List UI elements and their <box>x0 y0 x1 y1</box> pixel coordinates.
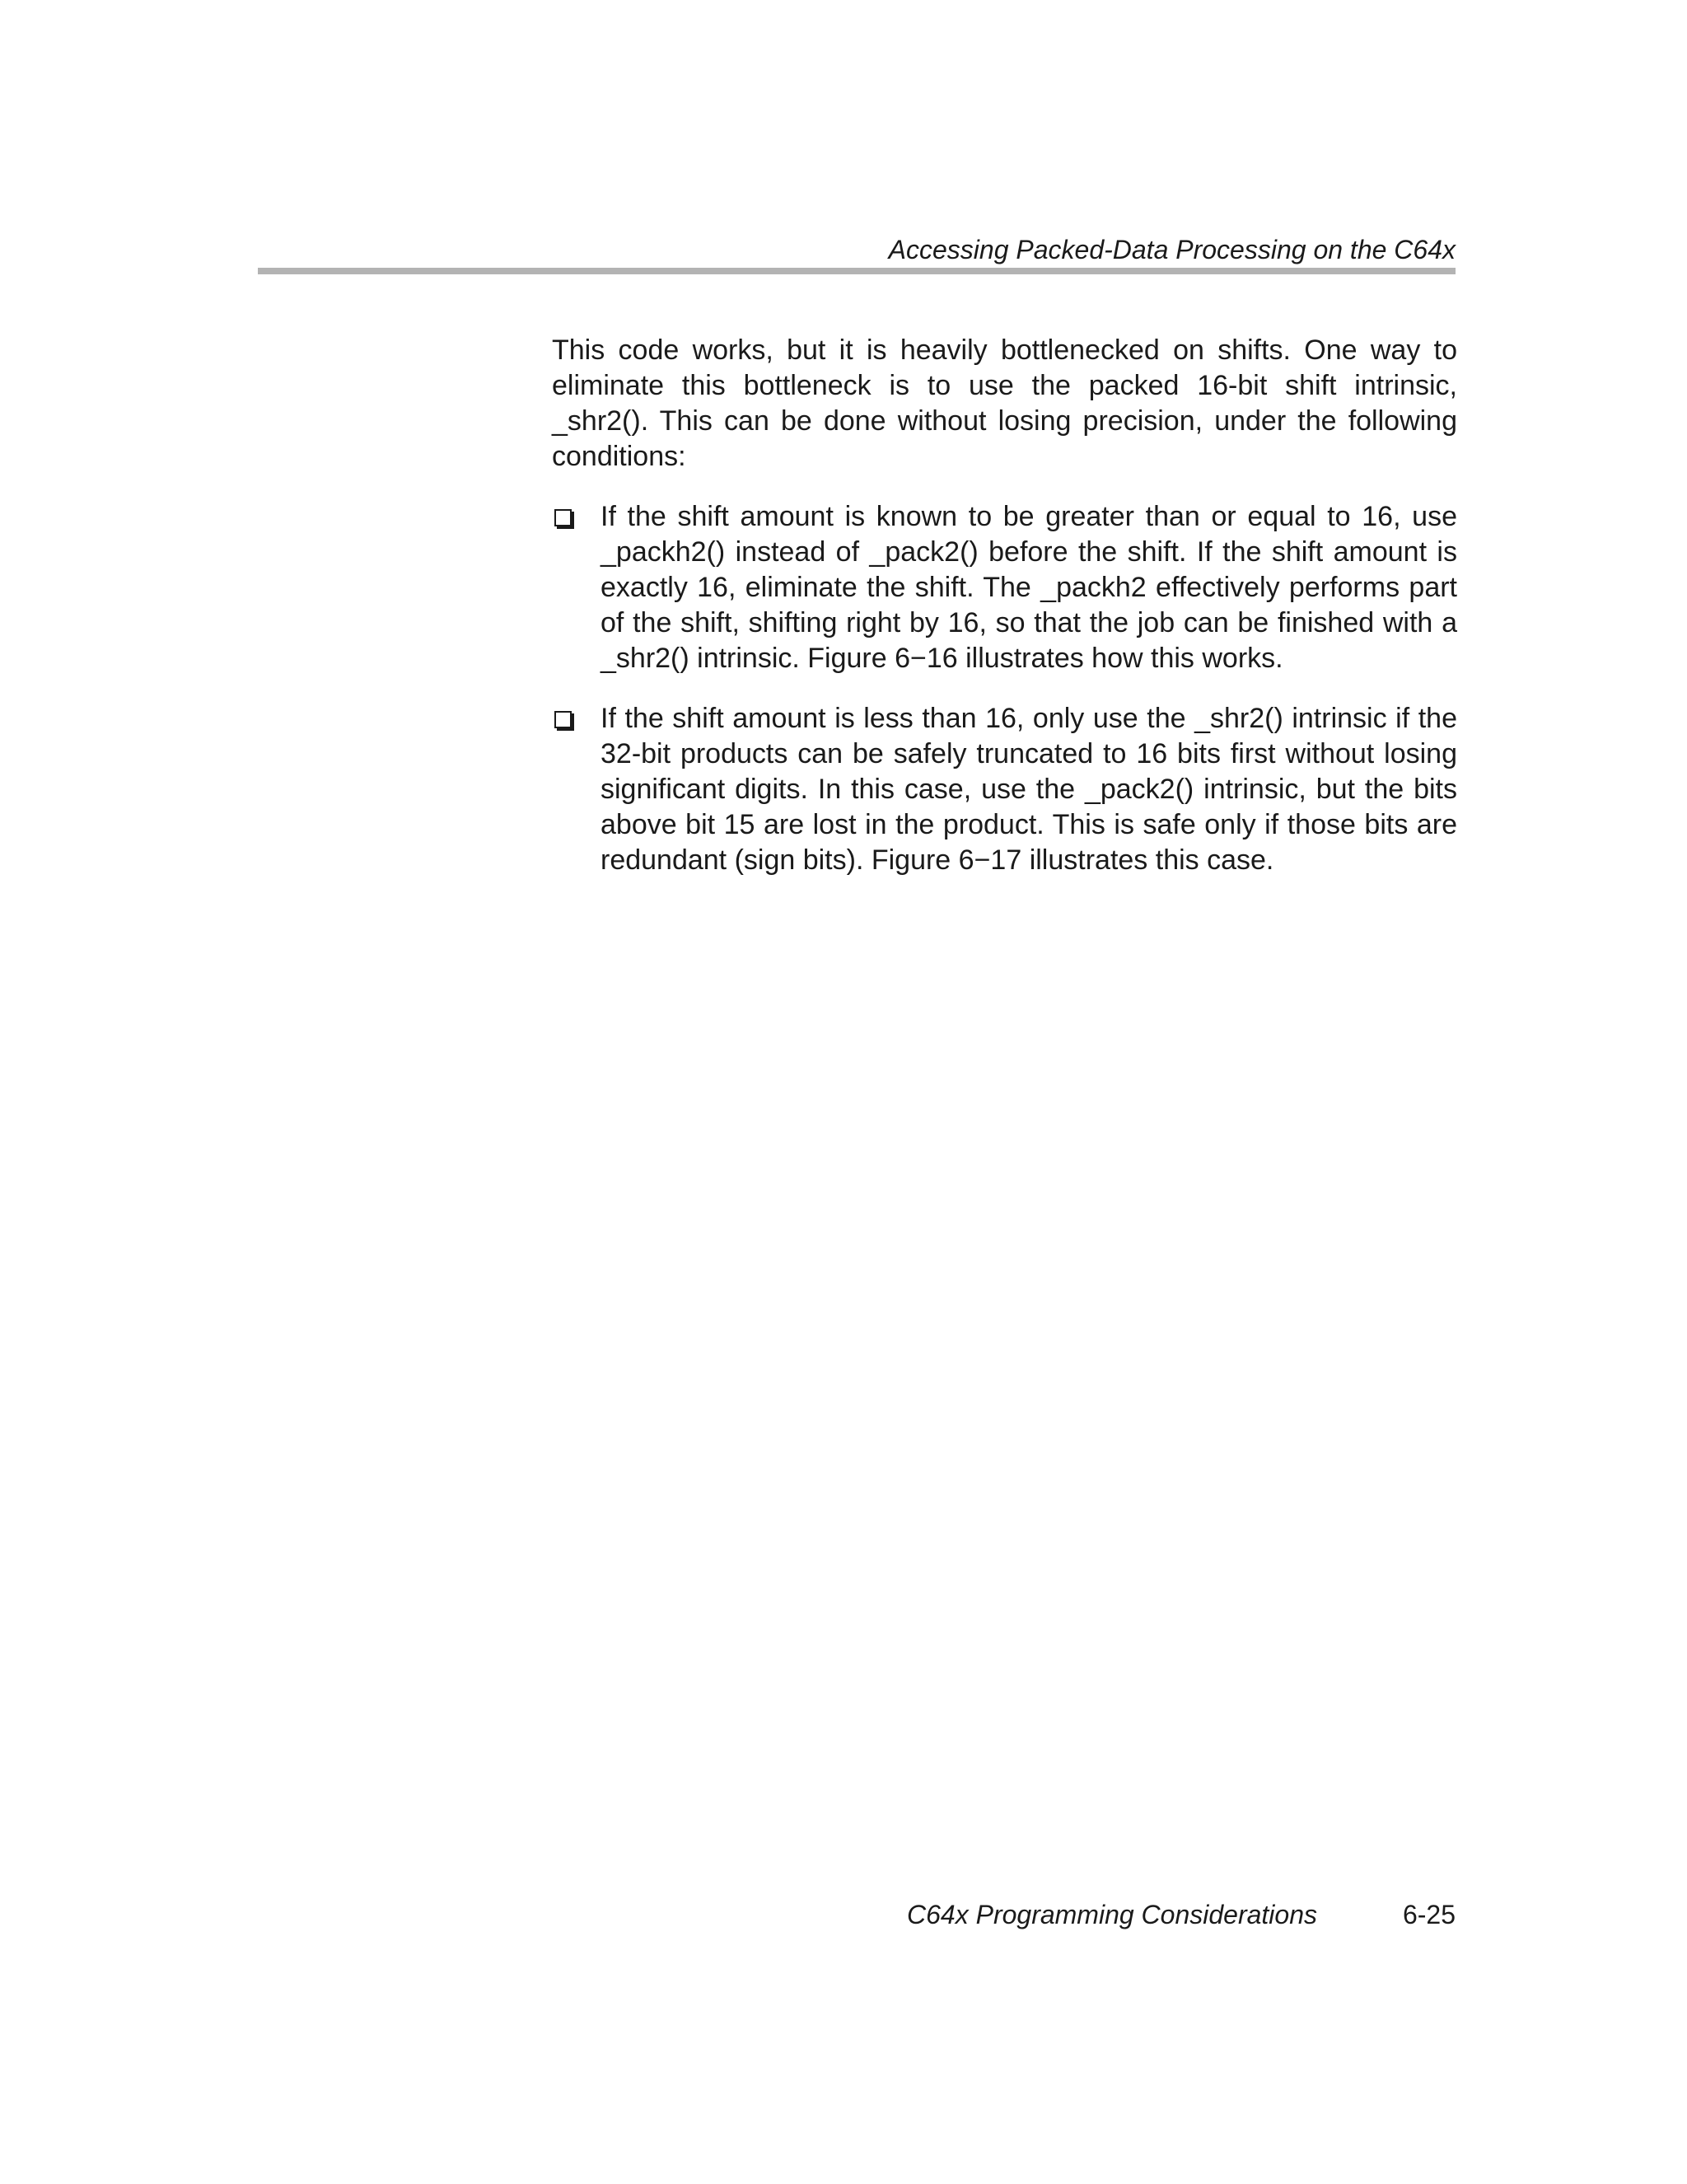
page-number: 6-25 <box>1402 1900 1456 1929</box>
bullet-text: If the shift amount is less than 16, only use the _shr2() intrinsic if the 32-bit products can be safely truncated to 16 bits first without losing significant digits. In this case, use the _pack2() intrinsic, but the bits above bit 15 are lost in the product. This is safe only if those bits are redundant (sign bits). Figure 6−17 illustrates this case. <box>600 703 1457 876</box>
footer-chapter-title: C64x Programming Considerations <box>907 1900 1317 1929</box>
bullet-item <box>552 701 1457 878</box>
bullet-list <box>552 499 1457 878</box>
running-header: Accessing Packed-Data Processing on the C64x <box>888 235 1456 264</box>
header-rule <box>258 268 1456 274</box>
body-text <box>552 333 1457 903</box>
bullet-text: If the shift amount is known to be greater than or equal to 16, use _packh2() instead of _pack2() before the shift. If the shift amount is exactly 16, eliminate the shift. The _packh2 effectively performs part of the shift, shifting right by 16, so that the job can be finished with a _shr2() intrinsic. Figure 6−16 illustrates how this works. <box>600 501 1457 674</box>
checkbox-bullet-icon <box>554 711 572 728</box>
bullet-item <box>552 499 1457 676</box>
intro-paragraph: This code works, but it is heavily bottlenecked on shifts. One way to eliminate this bottleneck is to use the packed 16-bit shift intrinsic, _shr2(). This can be done without losing precision, under the following conditions: <box>552 334 1457 472</box>
checkbox-bullet-icon <box>554 509 572 526</box>
